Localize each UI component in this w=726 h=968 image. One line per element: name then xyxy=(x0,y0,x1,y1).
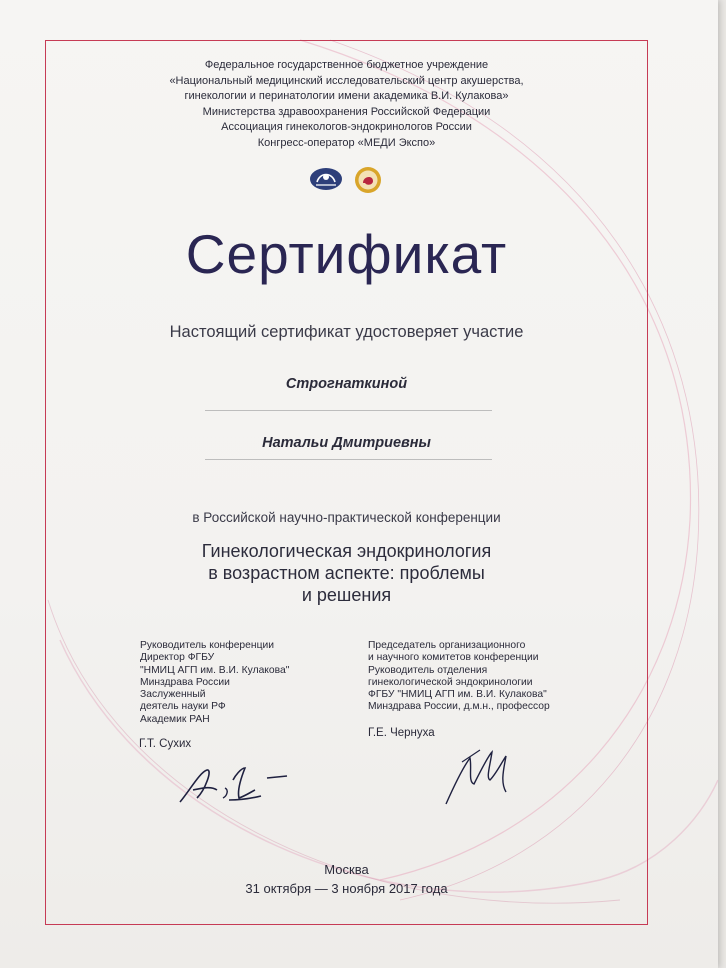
conference-title xyxy=(45,540,648,606)
certificate-subtitle: Настоящий сертификат удостоверяет участие xyxy=(169,323,524,341)
participant-given-names: Натальи Дмитриевны xyxy=(262,435,431,451)
institute-emblem-icon xyxy=(308,166,344,192)
conference-intro: в Российской научно-практической конференции xyxy=(192,510,501,525)
signatory-title-line: Директор ФГБУ xyxy=(140,652,215,664)
signatory-title-line: Академик РАН xyxy=(140,713,210,725)
signatory-title-line: Заслуженный xyxy=(140,689,206,701)
conference-title-line: в возрастном аспекте: проблемы xyxy=(208,563,485,583)
signatory-title-line: Руководитель отделения xyxy=(368,664,488,676)
surname-underline xyxy=(205,410,492,411)
header-line: «Национальный медицинский исследовательский центр акушерства, xyxy=(169,74,524,87)
association-emblem-icon xyxy=(354,166,382,194)
certificate-title: Сертификат xyxy=(185,223,508,285)
right-signature xyxy=(440,742,520,810)
signatory-title-line: "НМИЦ АГП им. В.И. Кулакова" xyxy=(140,664,290,676)
right-signatory-name: Г.Е. Чернуха xyxy=(368,727,435,739)
header-line: Ассоциация гинекологов-эндокринологов России xyxy=(221,121,472,133)
logos xyxy=(308,166,382,194)
signatory-title-line: Председатель организационного xyxy=(368,640,526,651)
signatory-title-line: деятель науки РФ xyxy=(140,701,226,713)
conference-title-line: Гинекологическая эндокринология xyxy=(201,541,492,561)
left-signatory-name: Г.Т. Сухих xyxy=(139,738,192,750)
signatory-title-line: Руководитель конференции xyxy=(140,640,274,651)
signatory-title-line: и научного комитетов конференции xyxy=(368,652,539,664)
given-names-underline xyxy=(205,459,492,460)
signatory-title-line: гинекологической эндокринологии xyxy=(368,676,533,688)
left-signatory-titles xyxy=(140,640,289,726)
header-line: гинекологии и перинатологии имени академика В.И. Кулакова» xyxy=(184,90,509,102)
header-line: Министерства здравоохранения Российской Федерации xyxy=(202,105,491,118)
header-line: Конгресс-оператор «МЕДИ Экспо» xyxy=(257,136,436,149)
footer-dates: 31 октября — 3 ноября 2017 года xyxy=(245,881,448,896)
signatory-title-line: Минздрава России, д.м.н., профессор xyxy=(368,701,550,713)
conference-title-line: и решения xyxy=(301,585,392,605)
signatory-title-line: ФГБУ "НМИЦ АГП им. В.И. Кулакова" xyxy=(368,689,547,701)
issuer-header xyxy=(45,58,648,151)
footer-city: Москва xyxy=(324,862,369,877)
header-line: Федеральное государственное бюджетное учреждение xyxy=(204,59,489,71)
right-signatory-titles xyxy=(368,640,550,714)
participant-surname: Строгнаткиной xyxy=(285,376,408,392)
signatory-title-line: Минздрава России xyxy=(140,676,230,688)
left-signature xyxy=(175,760,295,810)
